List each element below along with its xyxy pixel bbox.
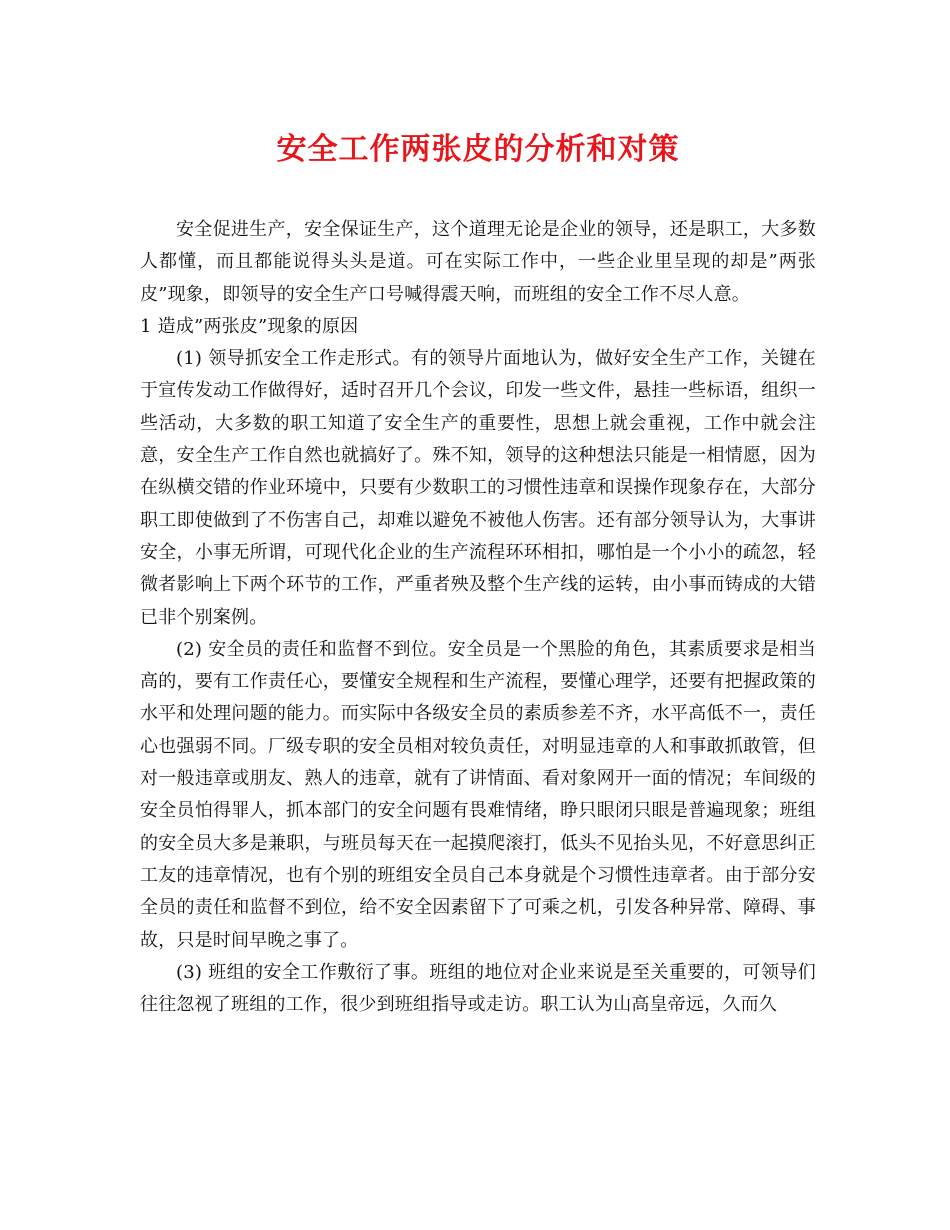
paragraph-intro: 安全促进生产，安全保证生产，这个道理无论是企业的领导，还是职工，大多数人都懂，而且都能说得头头是道。可在实际工作中，一些企业里呈现的却是”两张皮”现象，即领导的安全生产口号喊得震天响，而班组的安全工作不尽人意。 (140, 219, 816, 305)
paragraph-cause-1: (1) 领导抓安全工作走形式。有的领导片面地认为，做好安全生产工作，关键在于宣传发动工作做得好，适时召开几个会议，印发一些文件，悬挂一些标语，组织一些活动，大多数的职工知道了安全生产的重要性，思想上就会重视，工作中就会注意，安全生产工作自然也就搞好了。殊不知，领导的这种想法只能是一相情愿，因为在纵横交错的作业环境中，只要有少数职工的习惯性违章和误操作现象存在，大部分职工即使做到了不伤害自己，却难以避免不被他人伤害。还有部分领导认为，大事讲安全，小事无所谓，可现代化企业的生产流程环环相扣，哪怕是一个小小的疏忽，轻微者影响上下两个环节的工作，严重者殃及整个生产线的运转，由小事而铸成的大错已非个别案例。 (140, 348, 816, 628)
paragraph-cause-2: (2) 安全员的责任和监督不到位。安全员是一个黑脸的角色，其素质要求是相当高的，要有工作责任心，要懂安全规程和生产流程，要懂心理学，还要有把握政策的水平和处理问题的能力。而实际中各级安全员的素质参差不齐，水平高低不一，责任心也强弱不同。厂级专职的安全员相对较负责任，对明显违章的人和事敢抓敢管，但对一般违章或朋友、熟人的违章，就有了讲情面、看对象网开一面的情况；车间级的安全员怕得罪人，抓本部门的安全问题有畏难情绪，睁只眼闭只眼是普遍现象；班组的安全员大多是兼职，与班员每天在一起摸爬滚打，低头不见抬头见，不好意思纠正工友的违章情况，也有个别的班组安全员自己本身就是个习惯性违章者。由于部分安全员的责任和监督不到位，给不安全因素留下了可乘之机，引发各种异常、障碍、事故，只是时间早晚之事了。 (140, 638, 816, 951)
paragraph-cause-3: (3) 班组的安全工作敷衍了事。班组的地位对企业来说是至关重要的，可领导们往往忽视了班组的工作，很少到班组指导或走访。职工认为山高皇帝远，久而久 (140, 961, 816, 1016)
document-title: 安全工作两张皮的分析和对策 (276, 132, 680, 167)
section-heading-causes: 1 造成”两张皮”现象的原因 (140, 315, 359, 337)
